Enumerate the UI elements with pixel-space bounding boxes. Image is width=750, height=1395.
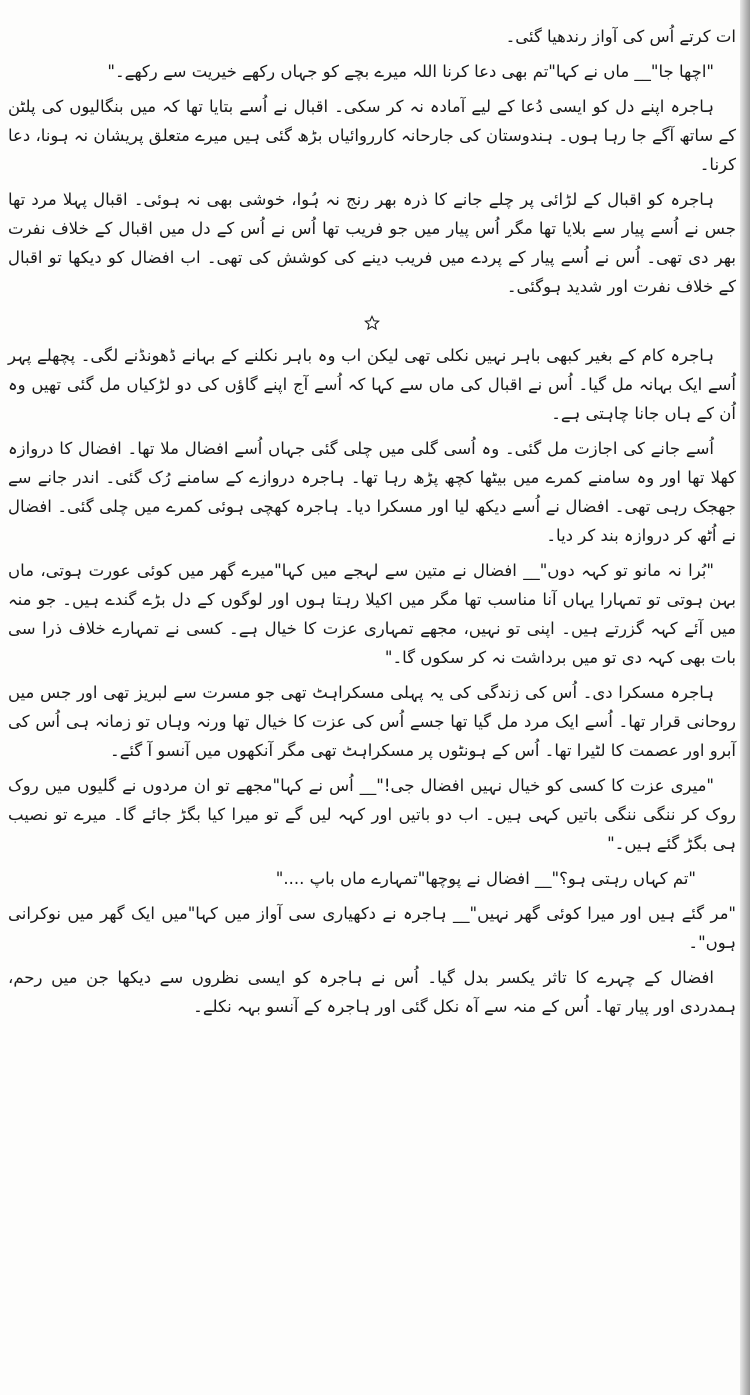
paragraph-12: افضال کے چہرے کا تاثر یکسر بدل گیا۔ اُس نے ہاجرہ کو ایسی نظروں سے دیکھا جن میں رحم، ہمدردی اور پیار تھا۔ اُس کے منہ سے آہ نکل گئی اور ہاجرہ کے آنسو بہہ نکلے۔ <box>8 968 736 1016</box>
section-break <box>8 315 736 335</box>
paragraph-1: ات کرتے اُس کی آواز رندھیا گئی۔ <box>505 27 736 46</box>
star-icon <box>364 315 380 331</box>
paragraph-2: "اچھا جا"__ ماں نے کہا"تم بھی دعا کرنا اللہ میرے بچے کو جہاں رکھے خیریت سے رکھے۔" <box>107 62 714 81</box>
paragraph-3: ہاجرہ اپنے دل کو ایسی دُعا کے لیے آمادہ نہ کر سکی۔ اقبال نے اُسے بتایا تھا کہ میں بنگالیوں کی پلٹن کے ساتھ آگے جا رہا ہوں۔ ہندوستان کی جارحانہ کارروائیاں بڑھ گئی ہیں میرے متعلق پریشان نہ ہونا، دعا کرنا۔ <box>8 97 736 174</box>
paragraph-7: "بُرا نہ مانو تو کہہ دوں"__ افضال نے متین سے لہجے میں کہا"میرے گھر میں کوئی عورت ہوتی، ماں بہن ہوتی تو تمہارا یہاں آنا مناسب تھا مگر میں اکیلا رہتا ہوں اور لوگوں کے دل بڑے گندے ہیں۔ جو منہ میں آئے کہہ گزرتے ہیں۔ اپنی تو نہیں، مجھے تمہاری عزت کا خیال ہے۔ کسی نے تمہارے خلاف ذرا سی بات بھی کہہ دی تو میں برداشت نہ کر سکوں گا۔" <box>8 561 736 667</box>
paragraph-5: ہاجرہ کام کے بغیر کبھی باہر نہیں نکلی تھی لیکن اب وہ باہر نکلنے کے بہانے ڈھونڈنے لگی۔ پچھلے پہر اُسے ایک بہانہ مل گیا۔ اُس نے اقبال کی ماں سے کہا کہ اُسے آج اپنے گاؤں کی دو لڑکیاں مل گئی تھیں وہ اُن کے ہاں جانا چاہتی ہے۔ <box>8 346 736 423</box>
urdu-text-body <box>8 22 736 1027</box>
scan-shadow-edge <box>740 0 750 1395</box>
paragraph-8: ہاجرہ مسکرا دی۔ اُس کی زندگی کی یہ پہلی مسکراہٹ تھی جو مسرت سے لبریز تھی اور جس میں روحانی قرار تھا۔ اُسے ایک مرد مل گیا تھا جسے اُس کی عزت کا خیال تھا ورنہ وہاں تو زمانہ ہی اُس کی آبرو اور عصمت کا لٹیرا تھا۔ اُس کے ہونٹوں پر مسکراہٹ تھی مگر آنکھوں میں آنسو آ گئے۔ <box>8 683 736 760</box>
paragraph-10: "تم کہاں رہتی ہو؟"__ افضال نے پوچھا"تمہارے ماں باپ ...." <box>275 869 696 888</box>
paragraph-6: اُسے جانے کی اجازت مل گئی۔ وہ اُسی گلی میں چلی گئی جہاں اُسے افضال ملا تھا۔ افضال کا دروازہ کھلا تھا اور وہ سامنے کمرے میں بیٹھا کچھ پڑھ رہا تھا۔ ہاجرہ دروازے کے سامنے رُک گئی۔ اندر جانے سے جھجک رہی تھی۔ افضال نے اُسے دیکھ لیا اور مسکرا دیا۔ ہاجرہ کھچی ہوئی کمرے میں چلی گئی۔ افضال نے اُٹھ کر دروازہ بند کر دیا۔ <box>8 439 736 545</box>
paragraph-4: ہاجرہ کو اقبال کے لڑائی پر چلے جانے کا ذرہ بھر رنج نہ ہُوا، خوشی بھی نہ ہوئی۔ اقبال پہلا مرد تھا جس نے اُسے پیار سے بلایا تھا مگر اُس پیار میں جو فریب تھا اُس نے اُس کے دل میں اقبال کے خلاف نفرت بھر دی تھی۔ اُس نے اُسے پیار کے پردے میں فریب دینے کی کوشش کی تھی۔ اب افضال کو دیکھا تو اقبال کے خلاف نفرت اور شدید ہوگئی۔ <box>8 190 736 296</box>
paragraph-11: "مر گئے ہیں اور میرا کوئی گھر نہیں"__ ہاجرہ نے دکھیاری سی آواز میں کہا"میں ایک گھر میں نوکرانی ہوں"۔ <box>8 904 736 952</box>
paragraph-9: "میری عزت کا کسی کو خیال نہیں افضال جی!"__ اُس نے کہا"مجھے تو ان مردوں نے گلیوں میں روک روک کر ننگی ننگی باتیں کہی ہیں۔ اب دو باتیں اور کہہ لیں گے تو میرا کیا بگڑ جائے گا۔ میرے تو نصیب ہی بگڑ گئے ہیں۔" <box>8 776 736 853</box>
